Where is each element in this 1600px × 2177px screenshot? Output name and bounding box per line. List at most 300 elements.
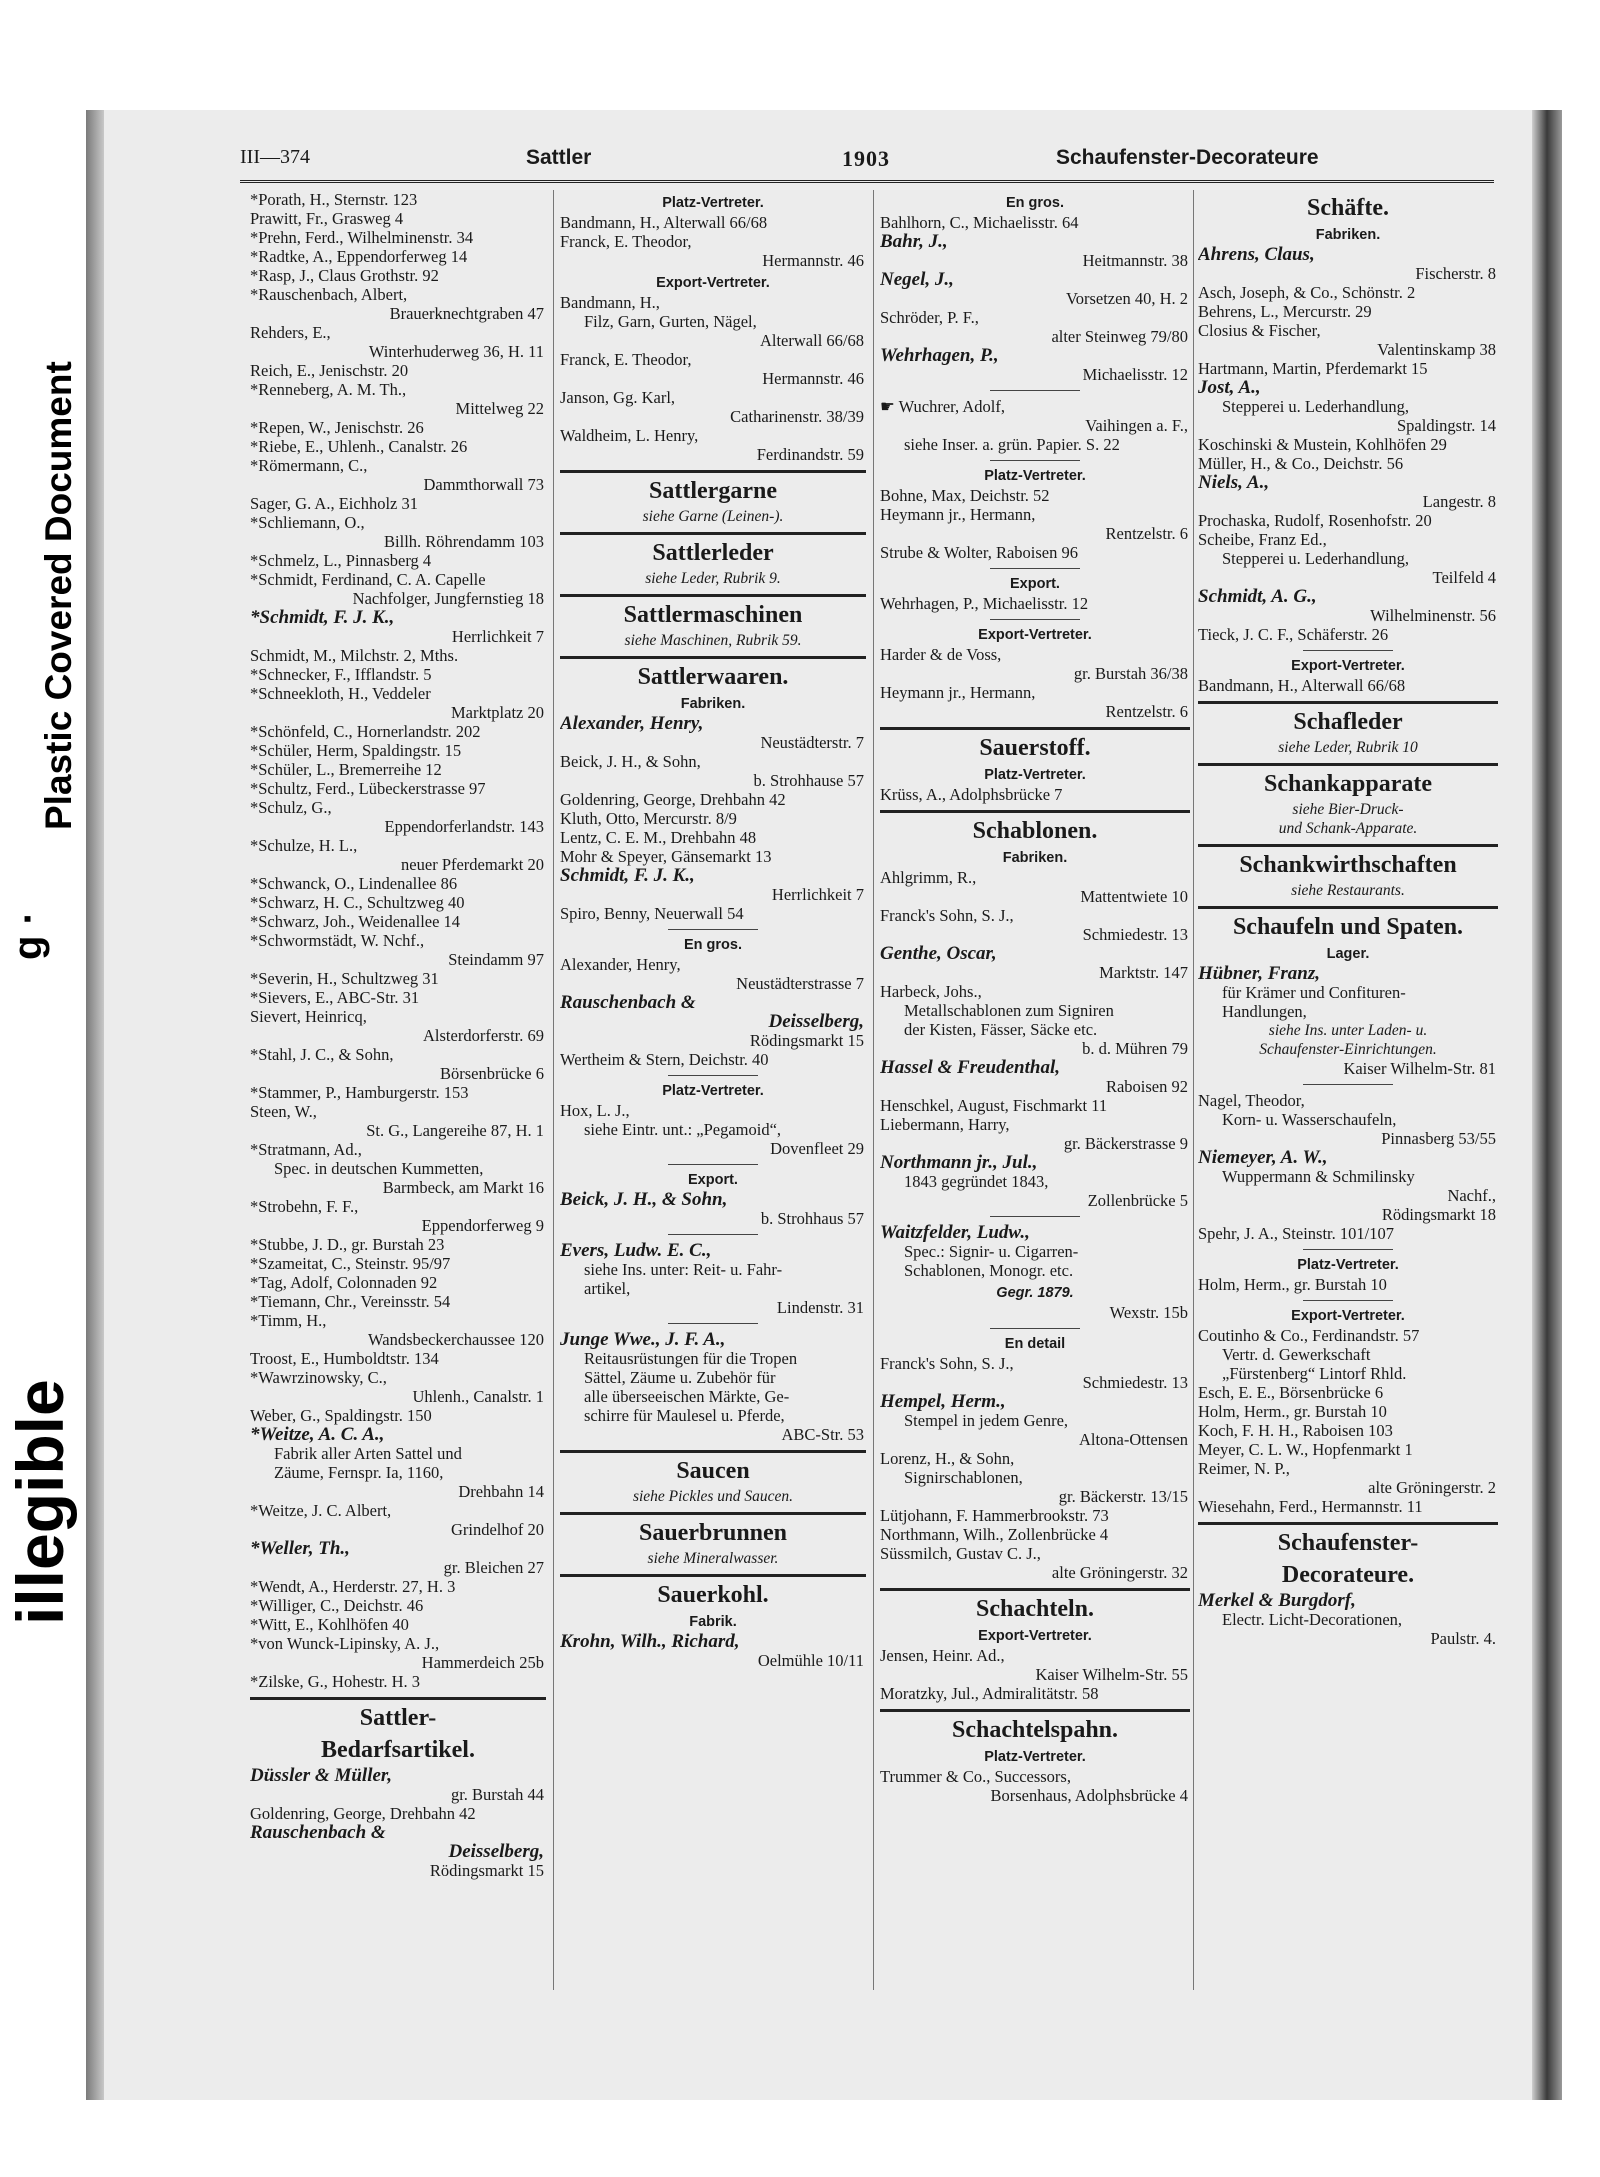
divider bbox=[1303, 1249, 1393, 1250]
cross-reference: und Schank-Apparate. bbox=[1278, 820, 1418, 837]
directory-entry: *Timm, H., bbox=[250, 1311, 327, 1330]
entry-address: Rödingsmarkt 15 bbox=[429, 1861, 544, 1880]
entry-address: Barmbeck, am Markt 16 bbox=[382, 1178, 544, 1197]
entry-detail: Handlungen, bbox=[1222, 1002, 1307, 1021]
entry-address: Herrlichkeit 7 bbox=[451, 627, 544, 646]
directory-entry: *Schönfeld, C., Hornerlandstr. 202 bbox=[250, 722, 481, 741]
entry-address: Winterhuderweg 36, H. 11 bbox=[368, 342, 544, 361]
bold-entry: Krohn, Wilh., Richard, bbox=[560, 1631, 740, 1652]
cross-reference: siehe Leder, Rubrik 9. bbox=[645, 570, 781, 587]
directory-entry: Liebermann, Harry, bbox=[880, 1115, 1010, 1134]
directory-entry: Bahlhorn, C., Michaelisstr. 64 bbox=[880, 213, 1079, 232]
divider bbox=[668, 1323, 758, 1324]
directory-entry: *Römermann, C., bbox=[250, 456, 368, 475]
subheading: Fabriken. bbox=[1315, 227, 1381, 243]
directory-entry: *Schneekloth, H., Veddeler bbox=[250, 684, 431, 703]
entry-address: Dammthorwall 73 bbox=[423, 475, 544, 494]
directory-entry: Wehrhagen, P., Michaelisstr. 12 bbox=[880, 594, 1089, 613]
bold-entry: Jost, A., bbox=[1198, 377, 1261, 398]
entry-address: Drehbahn 14 bbox=[458, 1482, 544, 1501]
entry-address: gr. Burstah 44 bbox=[450, 1785, 544, 1804]
directory-entry: *Schmidt, Ferdinand, C. A. Capelle bbox=[250, 570, 486, 589]
entry-address: Rentzelstr. 6 bbox=[1105, 702, 1188, 721]
entry-address: St. G., Langereihe 87, H. 1 bbox=[366, 1121, 544, 1140]
directory-entry: Tieck, J. C. F., Schäferstr. 26 bbox=[1198, 625, 1389, 644]
directory-entry: Koschinski & Mustein, Kohlhöfen 29 bbox=[1198, 435, 1447, 454]
directory-entry: Franck's Sohn, S. J., bbox=[880, 1354, 1014, 1373]
section-heading: Schaufeln und Spaten. bbox=[1232, 914, 1464, 940]
divider bbox=[1303, 1300, 1393, 1301]
entry-detail: Schablonen, Monogr. etc. bbox=[904, 1261, 1074, 1280]
directory-entry: Alexander, Henry, bbox=[560, 955, 681, 974]
entry-address: Langestr. 8 bbox=[1422, 492, 1496, 511]
directory-entry: *Stahl, J. C., & Sohn, bbox=[250, 1045, 394, 1064]
directory-entry: Süssmilch, Gustav C. J., bbox=[880, 1544, 1041, 1563]
divider bbox=[1303, 1084, 1393, 1085]
entry-detail: 1843 gegründet 1843, bbox=[904, 1172, 1049, 1191]
directory-entry: Franck's Sohn, S. J., bbox=[880, 906, 1014, 925]
directory-entry: Closius & Fischer, bbox=[1198, 321, 1321, 340]
bold-entry: Schmidt, A. G., bbox=[1198, 586, 1317, 607]
subheading: Platz-Vertreter. bbox=[662, 195, 764, 211]
entry-address: Heitmannstr. 38 bbox=[1082, 251, 1188, 270]
directory-entry: Goldenring, George, Drehbahn 42 bbox=[250, 1804, 476, 1823]
entry-address: Michaelisstr. 12 bbox=[1082, 365, 1188, 384]
directory-entry: *Schwarz, Joh., Weidenallee 14 bbox=[250, 912, 461, 931]
section-heading: Sattlerleder bbox=[652, 540, 774, 566]
directory-entry: *Williger, C., Deichstr. 46 bbox=[250, 1596, 424, 1615]
directory-entry: Sager, G. A., Eichholz 31 bbox=[250, 494, 418, 513]
directory-entry: *Prehn, Ferd., Wilhelminenstr. 34 bbox=[250, 228, 474, 247]
directory-entry: *Stammer, P., Hamburgerstr. 153 bbox=[250, 1083, 469, 1102]
directory-entry: Müller, H., & Co., Deichstr. 56 bbox=[1198, 454, 1404, 473]
directory-entry: Kluth, Otto, Mercurstr. 8/9 bbox=[560, 809, 737, 828]
directory-entry: Beick, J. H., & Sohn, bbox=[560, 752, 701, 771]
directory-entry: Goldenring, George, Drehbahn 42 bbox=[560, 790, 786, 809]
directory-entry: Hox, L. J., bbox=[560, 1101, 630, 1120]
subheading: Export-Vertreter. bbox=[1291, 658, 1405, 674]
bold-entry: Bahr, J., bbox=[880, 231, 948, 252]
column-1 bbox=[250, 190, 546, 1880]
entry-detail: Metallschablonen zum Signiren bbox=[904, 1001, 1114, 1020]
bold-entry: *Weller, Th., bbox=[250, 1538, 350, 1559]
entry-address: b. Strohhause 57 bbox=[753, 771, 864, 790]
directory-entry: *Schüler, Herm, Spaldingstr. 15 bbox=[250, 741, 462, 760]
entry-address: Borsenhaus, Adolphsbrücke 4 bbox=[990, 1786, 1188, 1805]
entry-address: Wilhelminenstr. 56 bbox=[1370, 606, 1496, 625]
directory-entry: Mohr & Speyer, Gänsemarkt 13 bbox=[560, 847, 772, 866]
divider bbox=[668, 1075, 758, 1076]
directory-entry: *Szameitat, C., Steinstr. 95/97 bbox=[250, 1254, 451, 1273]
entry-detail: Stepperei u. Lederhandlung, bbox=[1222, 397, 1409, 416]
directory-entry: *Schultz, Ferd., Lübeckerstrasse 97 bbox=[250, 779, 486, 798]
directory-entry: Lentz, C. E. M., Drehbahn 48 bbox=[560, 828, 757, 847]
entry-address: Neustädterstr. 7 bbox=[760, 733, 864, 752]
bold-entry: Gegr. 1879. bbox=[996, 1285, 1074, 1301]
directory-entry: Henschkel, August, Fischmarkt 11 bbox=[880, 1096, 1108, 1115]
entry-address: Catharinenstr. 38/39 bbox=[730, 407, 864, 426]
partial-side-label: g · bbox=[6, 911, 50, 960]
subheading: Platz-Vertreter. bbox=[1297, 1257, 1399, 1273]
entry-address: Brauerknechtgraben 47 bbox=[389, 304, 544, 323]
entry-address: neuer Pferdemarkt 20 bbox=[401, 855, 544, 874]
scan-left-edge bbox=[86, 110, 104, 2100]
cross-reference: siehe Ins. unter Laden- u. bbox=[1268, 1022, 1428, 1039]
directory-entry: Northmann, Wilh., Zollenbrücke 4 bbox=[880, 1525, 1109, 1544]
subheading: En detail bbox=[1004, 1336, 1066, 1352]
bold-entry: Düssler & Müller, bbox=[250, 1765, 393, 1786]
divider bbox=[1303, 650, 1393, 651]
entry-address: Uhlenh., Canalstr. 1 bbox=[412, 1387, 544, 1406]
entry-detail: der Kisten, Fässer, Säcke etc. bbox=[904, 1020, 1098, 1039]
header-rule bbox=[240, 180, 1494, 183]
illegible-label: illegible bbox=[3, 1379, 77, 1625]
entry-address: gr. Bäckerstrasse 9 bbox=[1063, 1134, 1188, 1153]
entry-detail: Stempel in jedem Genre, bbox=[904, 1411, 1069, 1430]
section-heading: Sauerstoff. bbox=[979, 735, 1091, 761]
directory-entry: Bandmann, H., Alterwall 66/68 bbox=[1198, 676, 1406, 695]
entry-detail: Korn- u. Wasserschaufeln, bbox=[1222, 1110, 1397, 1129]
directory-entry: Ahlgrimm, R., bbox=[880, 868, 977, 887]
section-heading: Sattlergarne bbox=[649, 478, 777, 504]
bold-entry: Deisselberg, bbox=[448, 1841, 544, 1862]
bold-entry: Beick, J. H., & Sohn, bbox=[560, 1189, 728, 1210]
entry-address: alte Gröningerstr. 32 bbox=[1051, 1563, 1188, 1582]
bold-entry: Wehrhagen, P., bbox=[880, 345, 999, 366]
entry-detail: für Krämer und Confituren- bbox=[1222, 983, 1406, 1002]
entry-address: Wandsbeckerchaussee 120 bbox=[368, 1330, 544, 1349]
directory-entry: *Rasp, J., Claus Grothstr. 92 bbox=[250, 266, 439, 285]
entry-address: Rentzelstr. 6 bbox=[1105, 524, 1188, 543]
entry-address: Raboisen 92 bbox=[1105, 1077, 1188, 1096]
section-heading: Decorateure. bbox=[1281, 1562, 1415, 1588]
entry-detail: Spec. in deutschen Kummetten, bbox=[274, 1159, 484, 1178]
entry-detail: Sättel, Zäume u. Zubehör für bbox=[584, 1368, 776, 1387]
entry-address: gr. Bäckerstr. 13/15 bbox=[1058, 1487, 1188, 1506]
column-divider bbox=[873, 190, 874, 1990]
directory-entry: *Schliemann, O., bbox=[250, 513, 365, 532]
entry-address: Billh. Röhrendamm 103 bbox=[384, 532, 544, 551]
entry-address: b. d. Mühren 79 bbox=[1082, 1039, 1188, 1058]
directory-entry: *Tiemann, Chr., Vereinsstr. 54 bbox=[250, 1292, 451, 1311]
entry-address: Valentinskamp 38 bbox=[1377, 340, 1496, 359]
subheading: Fabrik. bbox=[689, 1614, 737, 1630]
directory-entry: *Tag, Adolf, Colonnaden 92 bbox=[250, 1273, 438, 1292]
entry-address: Nachf., bbox=[1447, 1186, 1496, 1205]
directory-entry: Schröder, P. F., bbox=[880, 308, 979, 327]
directory-entry: Bandmann, H., bbox=[560, 293, 660, 312]
directory-entry: Heymann jr., Hermann, bbox=[880, 505, 1036, 524]
section-rule bbox=[560, 1512, 866, 1515]
divider bbox=[990, 568, 1080, 569]
section-rule bbox=[880, 727, 1190, 730]
section-rule bbox=[1198, 763, 1498, 766]
directory-entry: Moratzky, Jul., Admiralitätstr. 58 bbox=[880, 1684, 1099, 1703]
entry-address: Marktplatz 20 bbox=[450, 703, 544, 722]
subheading: Platz-Vertreter. bbox=[662, 1083, 764, 1099]
directory-entry: Holm, Herm., gr. Burstah 10 bbox=[1198, 1402, 1387, 1421]
section-heading: Schafleder bbox=[1293, 709, 1403, 735]
directory-entry: *Schwanck, O., Lindenallee 86 bbox=[250, 874, 458, 893]
divider bbox=[668, 1164, 758, 1165]
section-heading: Sattlermaschinen bbox=[623, 602, 803, 628]
cross-reference: siehe Mineralwasser. bbox=[647, 1550, 779, 1567]
directory-entry: Wertheim & Stern, Deichstr. 40 bbox=[560, 1050, 769, 1069]
subheading: Export-Vertreter. bbox=[978, 1628, 1092, 1644]
bold-entry: Niemeyer, A. W., bbox=[1198, 1147, 1328, 1168]
directory-entry: *Schwarz, H. C., Schultzweg 40 bbox=[250, 893, 465, 912]
section-heading: Schachteln. bbox=[975, 1596, 1094, 1622]
entry-detail: „Fürstenberg“ Lintorf Rhld. bbox=[1222, 1364, 1407, 1383]
directory-entry: *Schulze, H. L., bbox=[250, 836, 358, 855]
bold-entry: Evers, Ludw. E. C., bbox=[560, 1240, 712, 1261]
directory-entry: Franck, E. Theodor, bbox=[560, 350, 692, 369]
entry-address: Eppendorferlandstr. 143 bbox=[384, 817, 544, 836]
subheading: En gros. bbox=[683, 937, 742, 953]
entry-address: Neustädterstrasse 7 bbox=[736, 974, 864, 993]
entry-address: Marktstr. 147 bbox=[1099, 963, 1188, 982]
entry-address: Oelmühle 10/11 bbox=[757, 1651, 864, 1670]
entry-detail: schirre für Maulesel u. Pferde, bbox=[584, 1406, 785, 1425]
entry-address: Rödingsmarkt 15 bbox=[749, 1031, 864, 1050]
directory-entry: *Zilske, G., Hohestr. H. 3 bbox=[250, 1672, 421, 1691]
divider bbox=[990, 460, 1080, 461]
directory-entry: Lorenz, H., & Sohn, bbox=[880, 1449, 1015, 1468]
entry-address: Lindenstr. 31 bbox=[776, 1298, 864, 1317]
entry-address: Grindelhof 20 bbox=[450, 1520, 544, 1539]
entry-address: alte Gröningerstr. 2 bbox=[1368, 1478, 1496, 1497]
column-4 bbox=[1198, 190, 1498, 1648]
section-heading: Sattler- bbox=[359, 1705, 437, 1731]
directory-entry: Sievert, Heinricq, bbox=[250, 1007, 367, 1026]
directory-entry: *Schüler, L., Bremerreihe 12 bbox=[250, 760, 442, 779]
section-rule bbox=[1198, 906, 1498, 909]
bold-entry: Alexander, Henry, bbox=[560, 713, 704, 734]
entry-address: Ferdinandstr. 59 bbox=[756, 445, 864, 464]
bold-entry: Negel, J., bbox=[880, 269, 954, 290]
directory-entry: Jensen, Heinr. Ad., bbox=[880, 1646, 1005, 1665]
section-heading: Schablonen. bbox=[972, 818, 1098, 844]
section-rule bbox=[250, 1697, 546, 1700]
directory-entry: Steen, W., bbox=[250, 1102, 317, 1121]
entry-address: b. Strohhaus 57 bbox=[760, 1209, 864, 1228]
directory-entry: *Repen, W., Jenischstr. 26 bbox=[250, 418, 424, 437]
divider bbox=[990, 1216, 1080, 1217]
column-3 bbox=[880, 190, 1190, 1805]
entry-address: Altona-Ottensen bbox=[1078, 1430, 1188, 1449]
bold-entry: Hassel & Freudenthal, bbox=[880, 1057, 1060, 1078]
entry-address: Pinnasberg 53/55 bbox=[1381, 1129, 1496, 1148]
directory-entry: *von Wunck-Lipinsky, A. J., bbox=[250, 1634, 440, 1653]
section-rule bbox=[1198, 844, 1498, 847]
cross-reference: siehe Pickles und Saucen. bbox=[632, 1488, 794, 1505]
directory-entry: *Schulz, G., bbox=[250, 798, 332, 817]
entry-address: Paulstr. 4. bbox=[1430, 1629, 1496, 1648]
entry-address: Dovenfleet 29 bbox=[770, 1139, 864, 1158]
directory-entry: Weber, G., Spaldingstr. 150 bbox=[250, 1406, 432, 1425]
directory-entry: *Weitze, J. C. Albert, bbox=[250, 1501, 392, 1520]
directory-entry: Coutinho & Co., Ferdinandstr. 57 bbox=[1198, 1326, 1420, 1345]
directory-entry: *Sievers, E., ABC-Str. 31 bbox=[250, 988, 420, 1007]
bold-entry: Junge Wwe., J. F. A., bbox=[560, 1329, 726, 1350]
section-rule bbox=[560, 1450, 866, 1453]
entry-detail: Zäume, Fernspr. Ia, 1160, bbox=[274, 1463, 444, 1482]
directory-entry: Esch, E. E., Börsenbrücke 6 bbox=[1198, 1383, 1384, 1402]
divider bbox=[990, 1328, 1080, 1329]
entry-detail: Reitausrüstungen für die Tropen bbox=[584, 1349, 798, 1368]
entry-address: Eppendorferweg 9 bbox=[421, 1216, 544, 1235]
entry-address: Fischerstr. 8 bbox=[1415, 264, 1496, 283]
entry-address: Teilfeld 4 bbox=[1432, 568, 1496, 587]
section-heading: Sattlerwaaren. bbox=[637, 664, 789, 690]
section-rule bbox=[560, 656, 866, 659]
cross-reference: siehe Garne (Leinen-). bbox=[642, 508, 784, 525]
entry-detail: Signirschablonen, bbox=[904, 1468, 1023, 1487]
cross-reference: siehe Bier-Druck- bbox=[1292, 801, 1404, 818]
bold-entry: Merkel & Burgdorf, bbox=[1198, 1590, 1356, 1611]
cross-reference: Schaufenster-Einrichtungen. bbox=[1259, 1041, 1437, 1058]
directory-entry: *Porath, H., Sternstr. 123 bbox=[250, 190, 418, 209]
section-heading: Saucen bbox=[676, 1458, 750, 1484]
divider bbox=[990, 390, 1080, 391]
entry-address: Spaldingstr. 14 bbox=[1396, 416, 1496, 435]
directory-entry: Bohne, Max, Deichstr. 52 bbox=[880, 486, 1050, 505]
entry-address: Hermannstr. 46 bbox=[762, 369, 864, 388]
subheading: Export. bbox=[1010, 576, 1060, 592]
entry-detail: siehe Ins. unter: Reit- u. Fahr- bbox=[584, 1260, 783, 1279]
bold-entry: Hempel, Herm., bbox=[880, 1391, 1006, 1412]
directory-entry: Reimer, N. P., bbox=[1198, 1459, 1290, 1478]
directory-entry: Waldheim, L. Henry, bbox=[560, 426, 699, 445]
section-rule bbox=[560, 1574, 866, 1577]
entry-address: Mattentwiete 10 bbox=[1080, 887, 1188, 906]
directory-entry: Spehr, J. A., Steinstr. 101/107 bbox=[1198, 1224, 1394, 1243]
subheading: Export. bbox=[688, 1172, 738, 1188]
directory-entry: Behrens, L., Mercurstr. 29 bbox=[1198, 302, 1372, 321]
section-heading: Schaufenster- bbox=[1277, 1530, 1419, 1556]
directory-entry: Reich, E., Jenischstr. 20 bbox=[250, 361, 409, 380]
entry-address: Nachfolger, Jungfernstieg 18 bbox=[352, 589, 544, 608]
entry-detail: siehe Eintr. unt.: „Pegamoid“, bbox=[584, 1120, 782, 1139]
page-header bbox=[136, 146, 1492, 180]
directory-entry: *Stratmann, Ad., bbox=[250, 1140, 362, 1159]
directory-entry: Krüss, A., Adolphsbrücke 7 bbox=[880, 785, 1063, 804]
cross-reference: siehe Restaurants. bbox=[1291, 882, 1405, 899]
column-2 bbox=[560, 190, 866, 1670]
directory-entry: Prawitt, Fr., Grasweg 4 bbox=[250, 209, 404, 228]
entry-detail: alle überseeischen Märkte, Ge- bbox=[584, 1387, 790, 1406]
page-number: III—374 bbox=[240, 146, 310, 168]
bold-entry: Waitzfelder, Ludw., bbox=[880, 1222, 1030, 1243]
entry-address: Vaihingen a. F., bbox=[1085, 416, 1188, 435]
bold-entry: Rauschenbach & bbox=[560, 992, 696, 1013]
divider bbox=[668, 929, 758, 930]
entry-address: ABC-Str. 53 bbox=[781, 1425, 864, 1444]
directory-entry: *Stubbe, J. D., gr. Burstah 23 bbox=[250, 1235, 445, 1254]
bold-entry: Genthe, Oscar, bbox=[880, 943, 997, 964]
directory-entry: Harbeck, Johs., bbox=[880, 982, 982, 1001]
bold-entry: *Weitze, A. C. A., bbox=[250, 1424, 385, 1445]
directory-entry: Franck, E. Theodor, bbox=[560, 232, 692, 251]
directory-entry: Prochaska, Rudolf, Rosenhofstr. 20 bbox=[1198, 511, 1432, 530]
entry-address: Steindamm 97 bbox=[448, 950, 544, 969]
directory-entry: *Strobehn, F. F., bbox=[250, 1197, 359, 1216]
entry-address: Schmiedestr. 13 bbox=[1082, 925, 1188, 944]
directory-entry: *Renneberg, A. M. Th., bbox=[250, 380, 407, 399]
section-heading: Sauerbrunnen bbox=[638, 1520, 788, 1546]
directory-entry: Koch, F. H. H., Raboisen 103 bbox=[1198, 1421, 1393, 1440]
directory-entry: *Severin, H., Schultzweg 31 bbox=[250, 969, 439, 988]
section-heading: Schäfte. bbox=[1307, 195, 1389, 221]
directory-entry: Meyer, C. L. W., Hopfenmarkt 1 bbox=[1198, 1440, 1413, 1459]
section-rule bbox=[1198, 1522, 1498, 1525]
subheading: Lager. bbox=[1326, 946, 1370, 962]
header-year: 1903 bbox=[842, 146, 890, 171]
bold-entry: *Schmidt, F. J. K., bbox=[250, 607, 395, 628]
directory-entry: Janson, Gg. Karl, bbox=[560, 388, 676, 407]
column-divider bbox=[553, 190, 554, 1990]
entry-detail: Fabrik aller Arten Sattel und bbox=[274, 1444, 462, 1463]
bold-entry: Hübner, Franz, bbox=[1198, 963, 1320, 984]
directory-entry: *Schmelz, L., Pinnasberg 4 bbox=[250, 551, 432, 570]
directory-entry: Lütjohann, F. Hammerbrookstr. 73 bbox=[880, 1506, 1109, 1525]
section-heading: Sauerkohl. bbox=[657, 1582, 769, 1608]
entry-address: Alterwall 66/68 bbox=[759, 331, 864, 350]
subheading: Fabriken. bbox=[680, 696, 746, 712]
subheading: Export-Vertreter. bbox=[656, 275, 770, 291]
column-divider bbox=[1193, 190, 1194, 1990]
entry-detail: Filz, Garn, Gurten, Nägel, bbox=[584, 312, 757, 331]
subheading: Export-Vertreter. bbox=[978, 627, 1092, 643]
header-left-title: Sattler bbox=[526, 146, 592, 169]
cross-reference: siehe Leder, Rubrik 10 bbox=[1278, 739, 1418, 756]
entry-detail: Wuppermann & Schmilinsky bbox=[1222, 1167, 1415, 1186]
directory-entry: Troost, E., Humboldtstr. 134 bbox=[250, 1349, 439, 1368]
entry-address: gr. Bleichen 27 bbox=[443, 1558, 544, 1577]
entry-address: Alsterdorferstr. 69 bbox=[423, 1026, 544, 1045]
subheading: Platz-Vertreter. bbox=[984, 767, 1086, 783]
entry-detail: Spec.: Signir- u. Cigarren- bbox=[904, 1242, 1079, 1261]
bold-entry: Deisselberg, bbox=[768, 1011, 864, 1032]
directory-entry: Asch, Joseph, & Co., Schönstr. 2 bbox=[1198, 283, 1416, 302]
cross-reference: siehe Maschinen, Rubrik 59. bbox=[624, 632, 802, 649]
bold-entry: Niels, A., bbox=[1198, 472, 1270, 493]
entry-detail: Electr. Licht-Decorationen, bbox=[1222, 1610, 1403, 1629]
directory-entry: Schmidt, M., Milchstr. 2, Mths. bbox=[250, 646, 459, 665]
subheading: Fabriken. bbox=[1002, 850, 1068, 866]
directory-entry: Trummer & Co., Successors, bbox=[880, 1767, 1071, 1786]
section-heading: Bedarfsartikel. bbox=[321, 1737, 475, 1763]
section-heading: Schankapparate bbox=[1263, 771, 1433, 797]
directory-entry: Strube & Wolter, Raboisen 96 bbox=[880, 543, 1078, 562]
directory-entry: Scheibe, Franz Ed., bbox=[1198, 530, 1327, 549]
directory-entry: *Radtke, A., Eppendorferweg 14 bbox=[250, 247, 468, 266]
entry-address: Wexstr. 15b bbox=[1109, 1303, 1188, 1322]
entry-address: alter Steinweg 79/80 bbox=[1051, 327, 1188, 346]
entry-detail: siehe Inser. a. grün. Papier. S. 22 bbox=[904, 435, 1120, 454]
directory-entry: Bandmann, H., Alterwall 66/68 bbox=[560, 213, 768, 232]
entry-address: Hammerdeich 25b bbox=[421, 1653, 544, 1672]
divider bbox=[990, 619, 1080, 620]
directory-entry: *Schnecker, F., Ifflandstr. 5 bbox=[250, 665, 432, 684]
directory-entry: Heymann jr., Hermann, bbox=[880, 683, 1036, 702]
directory-entry: *Schwormstädt, W. Nchf., bbox=[250, 931, 425, 950]
directory-entry: *Witt, E., Kohlhöfen 40 bbox=[250, 1615, 409, 1634]
entry-address: Mittelweg 22 bbox=[455, 399, 544, 418]
section-rule bbox=[560, 594, 866, 597]
directory-entry: Harder & de Voss, bbox=[880, 645, 1002, 664]
subheading: En gros. bbox=[1005, 195, 1064, 211]
